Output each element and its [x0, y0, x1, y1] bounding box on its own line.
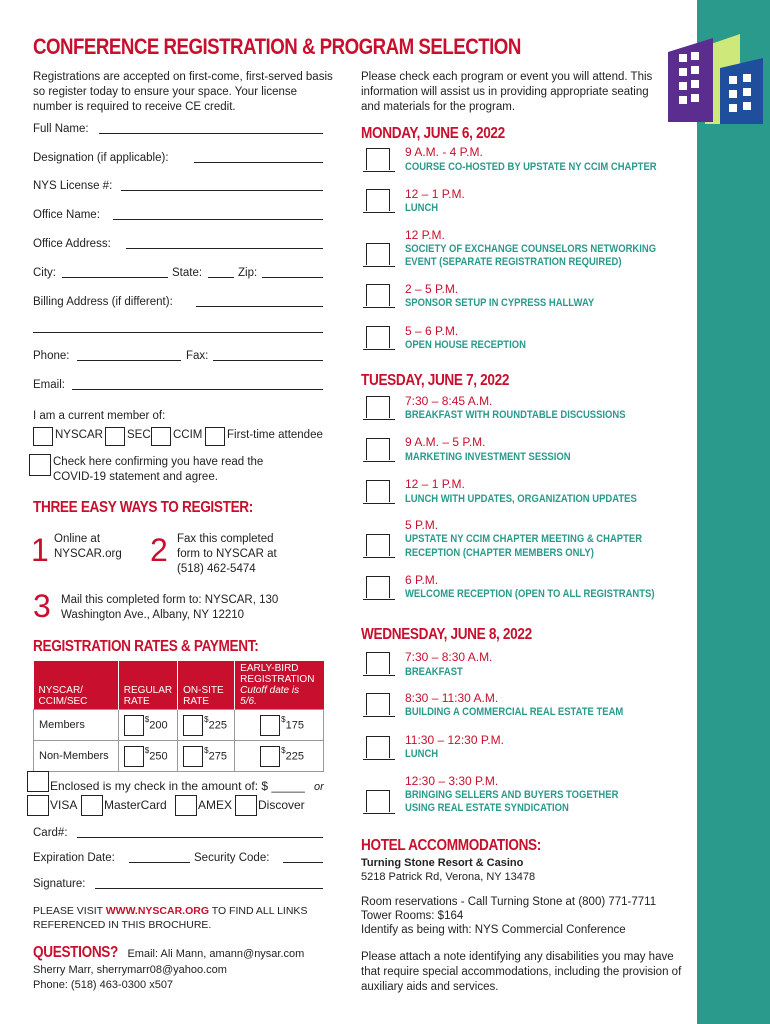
- billing-input[interactable]: [196, 306, 323, 307]
- program-checkbox[interactable]: [366, 736, 390, 758]
- program-checkbox[interactable]: [366, 326, 390, 348]
- step-2-text: Fax this completed form to NYSCAR at (518) 462-5474: [177, 533, 277, 575]
- table-row: [34, 710, 324, 741]
- fax-label: Fax:: [186, 350, 209, 362]
- license-input[interactable]: [121, 190, 323, 191]
- event-time: 6 P.M.: [405, 573, 439, 587]
- amex-checkbox[interactable]: [175, 795, 197, 816]
- rates-col-onsite: ON-SITE RATE: [178, 661, 235, 710]
- program-checkbox[interactable]: [366, 534, 390, 556]
- membership-label: I am a current member of:: [33, 410, 166, 422]
- step-3-text: Mail this completed form to: NYSCAR, 130 Washington Ave., Albany, NY 12210: [61, 594, 279, 621]
- wednesday-heading: WEDNESDAY, JUNE 8, 2022: [361, 626, 532, 643]
- price-value: 250: [149, 749, 168, 762]
- early-bird-cutoff: Cutoff date is 5/6.: [240, 685, 300, 707]
- row-label: Members: [34, 710, 119, 741]
- event-time: 9 A.M. – 5 P.M.: [405, 435, 486, 449]
- check-amount-label: Enclosed is my check in the amount of: $ _____: [50, 779, 305, 793]
- nonmembers-regular-checkbox[interactable]: [124, 746, 144, 767]
- hotel-heading: HOTEL ACCOMMODATIONS:: [361, 837, 541, 854]
- event-time: 5 – 6 P.M.: [405, 324, 459, 338]
- rates-heading: REGISTRATION RATES & PAYMENT:: [33, 638, 259, 655]
- hotel-reservations: Room reservations - Call Turning Stone at (800) 771-7711: [361, 896, 657, 908]
- event-name: BREAKFAST: [405, 666, 463, 678]
- first-time-checkbox[interactable]: [205, 427, 225, 446]
- questions-block: [33, 944, 304, 962]
- event-name: WELCOME RECEPTION (OPEN TO ALL REGISTRANTS): [405, 588, 655, 600]
- monday-heading: MONDAY, JUNE 6, 2022: [361, 125, 505, 142]
- price-value: 175: [285, 718, 304, 731]
- event-time: 2 – 5 P.M.: [405, 282, 459, 296]
- phone-input[interactable]: [77, 360, 181, 361]
- mastercard-label: MasterCard: [104, 798, 167, 812]
- event-name-line2: EVENT (SEPARATE REGISTRATION REQUIRED): [405, 256, 622, 268]
- nyscar-link[interactable]: WWW.NYSCAR.ORG: [105, 905, 210, 917]
- event-name: BUILDING A COMMERCIAL REAL ESTATE TEAM: [405, 706, 624, 718]
- program-checkbox[interactable]: [366, 576, 390, 598]
- program-checkbox[interactable]: [366, 652, 390, 674]
- full-name-input[interactable]: [99, 133, 323, 134]
- step-1-number: 1: [31, 532, 49, 568]
- signature-input[interactable]: [95, 888, 323, 889]
- price-value: 275: [208, 749, 227, 762]
- hotel-tower-rooms: Tower Rooms: $164: [361, 910, 464, 922]
- program-checkbox[interactable]: [366, 284, 390, 306]
- zip-label: Zip:: [238, 267, 258, 279]
- signature-label: Signature:: [33, 878, 86, 890]
- hotel-identify: Identify as being with: NYS Commercial Conference: [361, 924, 626, 936]
- office-name-input[interactable]: [113, 219, 323, 220]
- event-name: BRINGING SELLERS AND BUYERS TOGETHER: [405, 789, 619, 801]
- event-name-line2: RECEPTION (CHAPTER MEMBERS ONLY): [405, 547, 594, 559]
- program-checkbox[interactable]: [366, 148, 390, 170]
- currency-sign: $: [204, 745, 209, 755]
- billing-label: Billing Address (if different):: [33, 296, 173, 308]
- buildings-logo: [665, 28, 769, 126]
- currency-sign: $: [144, 745, 150, 755]
- office-name-label: Office Name:: [33, 209, 100, 221]
- email-label: Email:: [33, 379, 65, 391]
- event-time: 12 P.M.: [405, 228, 445, 242]
- discover-label: Discover: [258, 798, 305, 812]
- covid-statement: Check here confirming you have read the COVID-19 statement and agree.: [53, 456, 264, 483]
- nonmembers-early-checkbox[interactable]: [260, 746, 280, 767]
- expiration-input[interactable]: [129, 862, 190, 863]
- sec-checkbox[interactable]: [105, 427, 125, 446]
- members-onsite-checkbox[interactable]: [183, 715, 203, 736]
- nyscar-option: NYSCAR: [55, 429, 103, 441]
- step-1-text: Online at NYSCAR.org: [54, 533, 122, 560]
- rates-table: [33, 661, 324, 772]
- price-value: 225: [285, 749, 304, 762]
- ways-heading: THREE EASY WAYS TO REGISTER:: [33, 499, 253, 516]
- step-2-number: 2: [150, 532, 168, 568]
- currency-sign: $: [144, 714, 150, 724]
- currency-sign: $: [281, 714, 286, 724]
- event-time: 11:30 – 12:30 P.M.: [405, 733, 504, 747]
- program-checkbox[interactable]: [366, 693, 390, 715]
- event-name: COURSE CO-HOSTED BY UPSTATE NY CCIM CHAPTER: [405, 161, 657, 173]
- office-address-input[interactable]: [126, 248, 323, 249]
- event-name: LUNCH: [405, 202, 439, 214]
- event-name: OPEN HOUSE RECEPTION: [405, 339, 526, 351]
- first-time-option: First-time attendee: [227, 429, 323, 441]
- security-label: Security Code:: [194, 852, 270, 864]
- event-name: LUNCH WITH UPDATES, ORGANIZATION UPDATES: [405, 493, 637, 505]
- hotel-address: 5218 Patrick Rd, Verona, NY 13478: [361, 871, 536, 883]
- program-checkbox[interactable]: [366, 243, 390, 265]
- expiration-label: Expiration Date:: [33, 852, 115, 864]
- accommodations-note: Please attach a note identifying any disabilities you may have that require special accommodations, including the provision of auxiliary aids and services.: [361, 951, 682, 993]
- state-input[interactable]: [208, 277, 234, 278]
- security-input[interactable]: [283, 862, 323, 863]
- visit-pre: PLEASE VISIT: [33, 905, 106, 917]
- office-address-label: Office Address:: [33, 238, 111, 250]
- members-early-checkbox[interactable]: [260, 715, 280, 736]
- event-time: 8:30 – 11:30 A.M.: [405, 691, 499, 705]
- program-checkbox[interactable]: [366, 480, 390, 502]
- visa-checkbox[interactable]: [27, 795, 49, 816]
- event-time: 12 – 1 P.M.: [405, 477, 465, 491]
- members-regular-checkbox[interactable]: [124, 715, 144, 736]
- teal-sidebar: [697, 0, 770, 1024]
- intro-left: Registrations are accepted on first-come, first-served basis so register today to ensure your space. Your license number is required to receive CE credit.: [33, 71, 333, 113]
- or-label: or: [314, 781, 324, 793]
- program-checkbox[interactable]: [366, 790, 390, 812]
- early-bird-label: EARLY-BIRD REGISTRATION: [240, 663, 315, 685]
- questions-heading: QUESTIONS?: [33, 944, 119, 961]
- designation-input[interactable]: [194, 162, 323, 163]
- card-number-input[interactable]: [77, 837, 323, 838]
- amex-label: AMEX: [198, 798, 233, 812]
- event-name: BREAKFAST WITH ROUNDTABLE DISCUSSIONS: [405, 409, 626, 421]
- zip-input[interactable]: [262, 277, 323, 278]
- full-name-label: Full Name:: [33, 123, 89, 135]
- visit-note: [33, 904, 333, 932]
- event-name: SOCIETY OF EXCHANGE COUNSELORS NETWORKING: [405, 243, 657, 255]
- nonmembers-onsite-checkbox[interactable]: [183, 746, 203, 767]
- program-checkbox[interactable]: [366, 189, 390, 211]
- event-time: 5 P.M.: [405, 518, 439, 532]
- event-name: SPONSOR SETUP IN CYPRESS HALLWAY: [405, 297, 595, 309]
- currency-sign: $: [281, 745, 286, 755]
- designation-label: Designation (if applicable):: [33, 152, 169, 164]
- mastercard-checkbox[interactable]: [81, 795, 103, 816]
- fax-input[interactable]: [213, 360, 323, 361]
- email-input[interactable]: [72, 389, 323, 390]
- questions-phone: Phone: (518) 463-0300 x507: [33, 979, 174, 991]
- visa-label: VISA: [50, 798, 78, 812]
- row-label: Non-Members: [34, 741, 119, 772]
- ccim-checkbox[interactable]: [151, 427, 171, 446]
- event-name: UPSTATE NY CCIM CHAPTER MEETING & CHAPTER: [405, 533, 643, 545]
- rates-col-regular: REGULAR RATE: [118, 661, 177, 710]
- state-label: State:: [172, 267, 203, 279]
- discover-checkbox[interactable]: [235, 795, 257, 816]
- card-number-label: Card#:: [33, 827, 68, 839]
- event-time: 9 A.M. - 4 P.M.: [405, 145, 483, 159]
- license-label: NYS License #:: [33, 180, 113, 192]
- price-value: 200: [149, 718, 168, 731]
- event-name-line2: USING REAL ESTATE SYNDICATION: [405, 802, 569, 814]
- program-checkbox[interactable]: [366, 396, 390, 418]
- ccim-option: CCIM: [173, 429, 203, 441]
- event-time: 7:30 – 8:30 A.M.: [405, 650, 493, 664]
- program-checkbox[interactable]: [366, 438, 390, 460]
- event-time: 12:30 – 3:30 P.M.: [405, 774, 499, 788]
- sec-option: SEC: [127, 429, 151, 441]
- phone-label: Phone:: [33, 350, 70, 362]
- event-time: 7:30 – 8:45 A.M.: [405, 394, 493, 408]
- price-value: 225: [208, 718, 227, 731]
- event-name: MARKETING INVESTMENT SESSION: [405, 451, 571, 463]
- questions-contact-2: Sherry Marr, sherrymarr08@yahoo.com: [33, 964, 227, 976]
- city-label: City:: [33, 267, 56, 279]
- visit-post: TO FIND ALL LINKS REFERENCED IN THIS BROCHURE.: [33, 905, 308, 931]
- questions-email: Email: Ali Mann, amann@nysar.com: [127, 948, 305, 960]
- intro-right: Please check each program or event you will attend. This information will assist us in providing appropriate seating and materials for the program.: [361, 71, 653, 113]
- nyscar-checkbox[interactable]: [33, 427, 53, 446]
- event-name: LUNCH: [405, 748, 439, 760]
- hotel-name: Turning Stone Resort & Casino: [361, 857, 524, 869]
- rates-col-early: [235, 661, 324, 710]
- currency-sign: $: [204, 714, 209, 724]
- step-3-number: 3: [33, 588, 51, 624]
- page-title: CONFERENCE REGISTRATION & PROGRAM SELECTION: [33, 34, 521, 59]
- table-row: [34, 741, 324, 772]
- covid-checkbox[interactable]: [29, 454, 51, 476]
- check-checkbox[interactable]: [27, 771, 49, 792]
- rates-col-member: NYSCAR/ CCIM/SEC: [34, 661, 119, 710]
- tuesday-heading: TUESDAY, JUNE 7, 2022: [361, 372, 510, 389]
- event-time: 12 – 1 P.M.: [405, 187, 465, 201]
- city-input[interactable]: [62, 277, 168, 278]
- billing-input-2[interactable]: [33, 332, 323, 333]
